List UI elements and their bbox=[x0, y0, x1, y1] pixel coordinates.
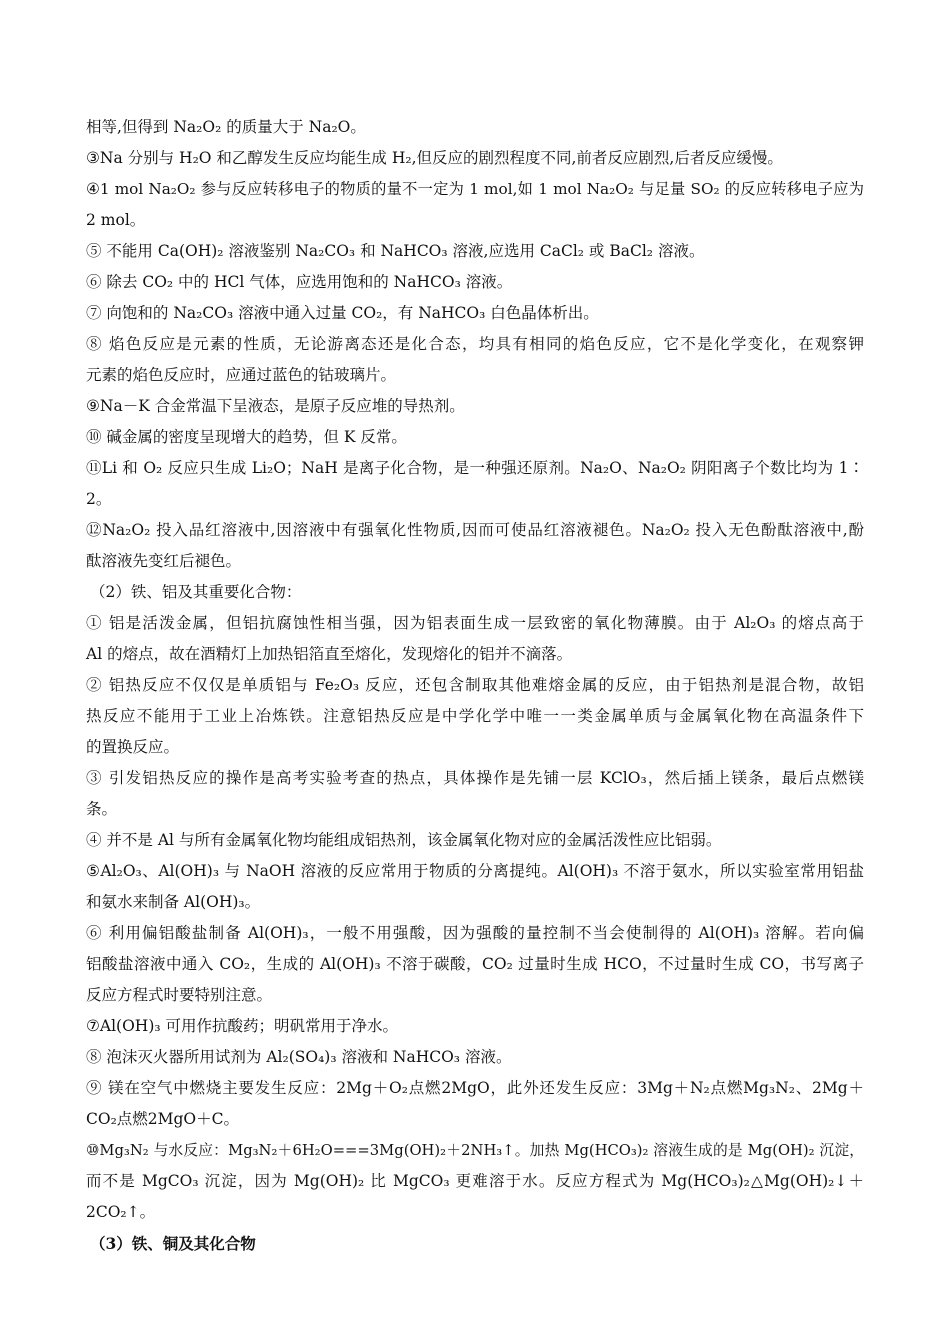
text-line: Al 的熔点，故在酒精灯上加热铝箔直至熔化，发现熔化的铝并不滴落。 bbox=[86, 645, 573, 663]
text-line: 铝酸盐溶液中通入 CO₂，生成的 Al(OH)₃ 不溶于碳酸，CO₂ 过量时生成 HCO，不过量时生成 CO，书写离子 bbox=[86, 955, 864, 973]
text-line: 元素的焰色反应时，应通过蓝色的钴玻璃片。 bbox=[86, 366, 397, 384]
text-line: 2 mol。 bbox=[86, 211, 146, 229]
text-line: ⑨ 镁在空气中燃烧主要发生反应：2Mg＋O₂点燃2MgO，此外还发生反应：3Mg＋N₂点燃Mg₃N₂、2Mg＋ bbox=[86, 1079, 864, 1097]
document-body bbox=[86, 112, 864, 1259]
text-line: ④1 mol Na₂O₂ 参与反应转移电子的物质的量不一定为 1 mol,如 1 mol Na₂O₂ 与足量 SO₂ 的反应转移电子应为 bbox=[86, 180, 864, 198]
text-line: ⑫Na₂O₂ 投入品红溶液中,因溶液中有强氧化性物质,因而可使品红溶液褪色。Na₂O₂ 投入无色酚酞溶液中,酚 bbox=[86, 521, 864, 539]
text-line: ⑩Mg₃N₂ 与水反应：Mg₃N₂＋6H₂O===3Mg(OH)₂＋2NH₃↑。加热 Mg(HCO₃)₂ 溶液生成的是 Mg(OH)₂ 沉淀， bbox=[86, 1142, 864, 1159]
text-line: ⑤ 不能用 Ca(OH)₂ 溶液鉴别 Na₂CO₃ 和 NaHCO₃ 溶液,应选用 CaCl₂ 或 BaCl₂ 溶液。 bbox=[86, 242, 705, 260]
section-heading: （3）铁、铜及其化合物 bbox=[90, 1234, 256, 1253]
text-line: ⑩ 碱金属的密度呈现增大的趋势，但 K 反常。 bbox=[86, 428, 407, 446]
text-line: ⑤Al₂O₃、Al(OH)₃ 与 NaOH 溶液的反应常用于物质的分离提纯。Al(OH)₃ 不溶于氨水，所以实验室常用铝盐 bbox=[86, 862, 864, 880]
text-line: 条。 bbox=[86, 800, 118, 818]
text-line: ① 铝是活泼金属，但铝抗腐蚀性相当强，因为铝表面生成一层致密的氧化物薄膜。由于 Al₂O₃ 的熔点高于 bbox=[86, 614, 864, 632]
text-line: CO₂点燃2MgO＋C。 bbox=[86, 1110, 240, 1128]
text-line: ⑥ 利用偏铝酸盐制备 Al(OH)₃，一般不用强酸，因为强酸的量控制不当会使制得的 Al(OH)₃ 溶解。若向偏 bbox=[86, 924, 864, 942]
text-line: ④ 并不是 Al 与所有金属氧化物均能组成铝热剂，该金属氧化物对应的金属活泼性应比铝弱。 bbox=[86, 831, 722, 849]
text-line: ③ 引发铝热反应的操作是高考实验考查的热点，具体操作是先铺一层 KClO₃，然后插上镁条，最后点燃镁 bbox=[86, 769, 864, 787]
text-line: 热反应不能用于工业上冶炼铁。注意铝热反应是中学化学中唯一一类金属单质与金属氧化物在高温条件下 bbox=[86, 707, 864, 725]
text-line: ⑨Na－K 合金常温下呈液态，是原子反应堆的导热剂。 bbox=[86, 397, 465, 415]
section-heading: （2）铁、铝及其重要化合物： bbox=[90, 583, 302, 601]
text-line: ⑧ 泡沫灭火器所用试剂为 Al₂(SO₄)₃ 溶液和 NaHCO₃ 溶液。 bbox=[86, 1048, 512, 1066]
text-line: 2CO₂↑。 bbox=[86, 1203, 156, 1221]
text-line: ⑦Al(OH)₃ 可用作抗酸药；明矾常用于净水。 bbox=[86, 1017, 399, 1035]
text-line: 反应方程式时要特别注意。 bbox=[86, 986, 273, 1004]
text-line: ② 铝热反应不仅仅是单质铝与 Fe₂O₃ 反应，还包含制取其他难熔金属的反应，由于铝热剂是混合物，故铝 bbox=[86, 676, 864, 694]
text-line: 而不是 MgCO₃ 沉淀，因为 Mg(OH)₂ 比 MgCO₃ 更难溶于水。反应方程式为 Mg(HCO₃)₂△Mg(OH)₂↓＋ bbox=[86, 1172, 864, 1190]
text-line: 和氨水来制备 Al(OH)₃。 bbox=[86, 893, 261, 911]
text-line: 酞溶液先变红后褪色。 bbox=[86, 552, 242, 570]
text-line: 相等,但得到 Na₂O₂ 的质量大于 Na₂O。 bbox=[86, 118, 366, 136]
text-line: ⑧ 焰色反应是元素的性质，无论游离态还是化合态，均具有相同的焰色反应，它不是化学变化，在观察钾 bbox=[86, 335, 864, 353]
text-line: ⑥ 除去 CO₂ 中的 HCl 气体，应选用饱和的 NaHCO₃ 溶液。 bbox=[86, 273, 513, 291]
text-line: ⑪Li 和 O₂ 反应只生成 Li₂O；NaH 是离子化合物，是一种强还原剂。Na₂O、Na₂O₂ 阴阳离子个数比均为 1∶ bbox=[86, 459, 864, 477]
text-line: 2。 bbox=[86, 490, 112, 508]
text-line: ⑦ 向饱和的 Na₂CO₃ 溶液中通入过量 CO₂，有 NaHCO₃ 白色晶体析出。 bbox=[86, 304, 599, 322]
text-line: 的置换反应。 bbox=[86, 738, 180, 756]
text-line: ③Na 分别与 H₂O 和乙醇发生反应均能生成 H₂,但反应的剧烈程度不同,前者反应剧烈,后者反应缓慢。 bbox=[86, 149, 783, 167]
